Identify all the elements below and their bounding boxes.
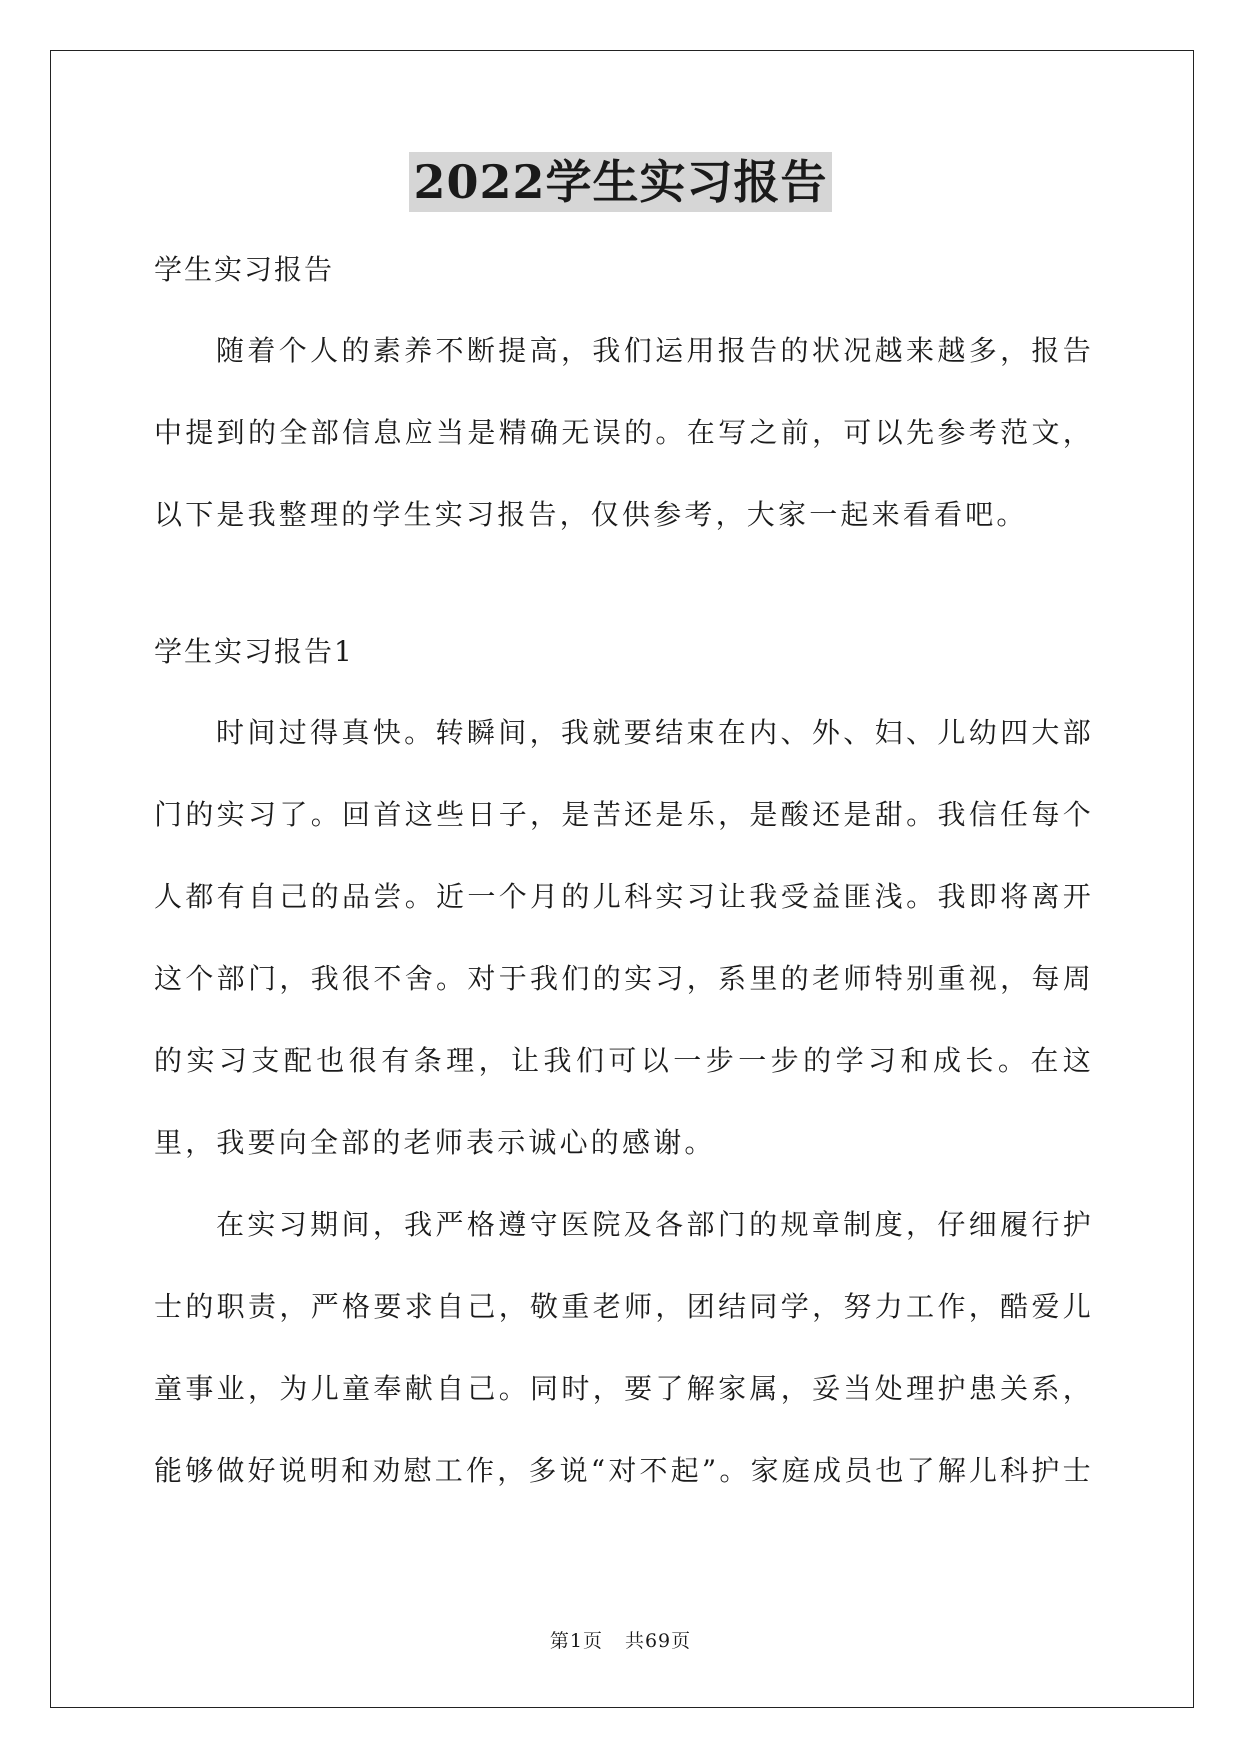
- section1-paragraph-2: 在实习期间，我严格遵守医院及各部门的规章制度，仔细履行护士的职责，严格要求自己，敬重老师，团结同学，努力工作，酷爱儿童事业，为儿童奉献自己。同时，要了解家属，妥当处理护患关系，能够做好说明和劝慰工作，多说“对不起”。家庭成员也了解儿科护士: [154, 1208, 1094, 1487]
- page-total: 共69页: [624, 1630, 692, 1652]
- page-footer: [0, 1628, 1241, 1654]
- page-number: 第1页: [549, 1630, 603, 1652]
- document-body: [154, 230, 1094, 1512]
- document-title: 2022学生实习报告: [409, 152, 831, 212]
- title-container: [0, 152, 1241, 212]
- section1-heading: 学生实习报告1: [154, 635, 354, 668]
- intro-heading: 学生实习报告: [154, 253, 335, 286]
- section1-paragraph-1: 时间过得真快。转瞬间，我就要结束在内、外、妇、儿幼四大部门的实习了。回首这些日子，是苦还是乐，是酸还是甜。我信任每个人都有自己的品尝。近一个月的儿科实习让我受益匪浅。我即将离开这个部门，我很不舍。对于我们的实习，系里的老师特别重视，每周的实习支配也很有条理，让我们可以一步一步的学习和成长。在这里，我要向全部的老师表示诚心的感谢。: [154, 716, 1094, 1159]
- section-spacer: [154, 556, 1094, 612]
- intro-paragraph: 随着个人的素养不断提高，我们运用报告的状况越来越多，报告中提到的全部信息应当是精确无误的。在写之前，可以先参考范文，以下是我整理的学生实习报告，仅供参考，大家一起来看看吧。: [154, 334, 1094, 531]
